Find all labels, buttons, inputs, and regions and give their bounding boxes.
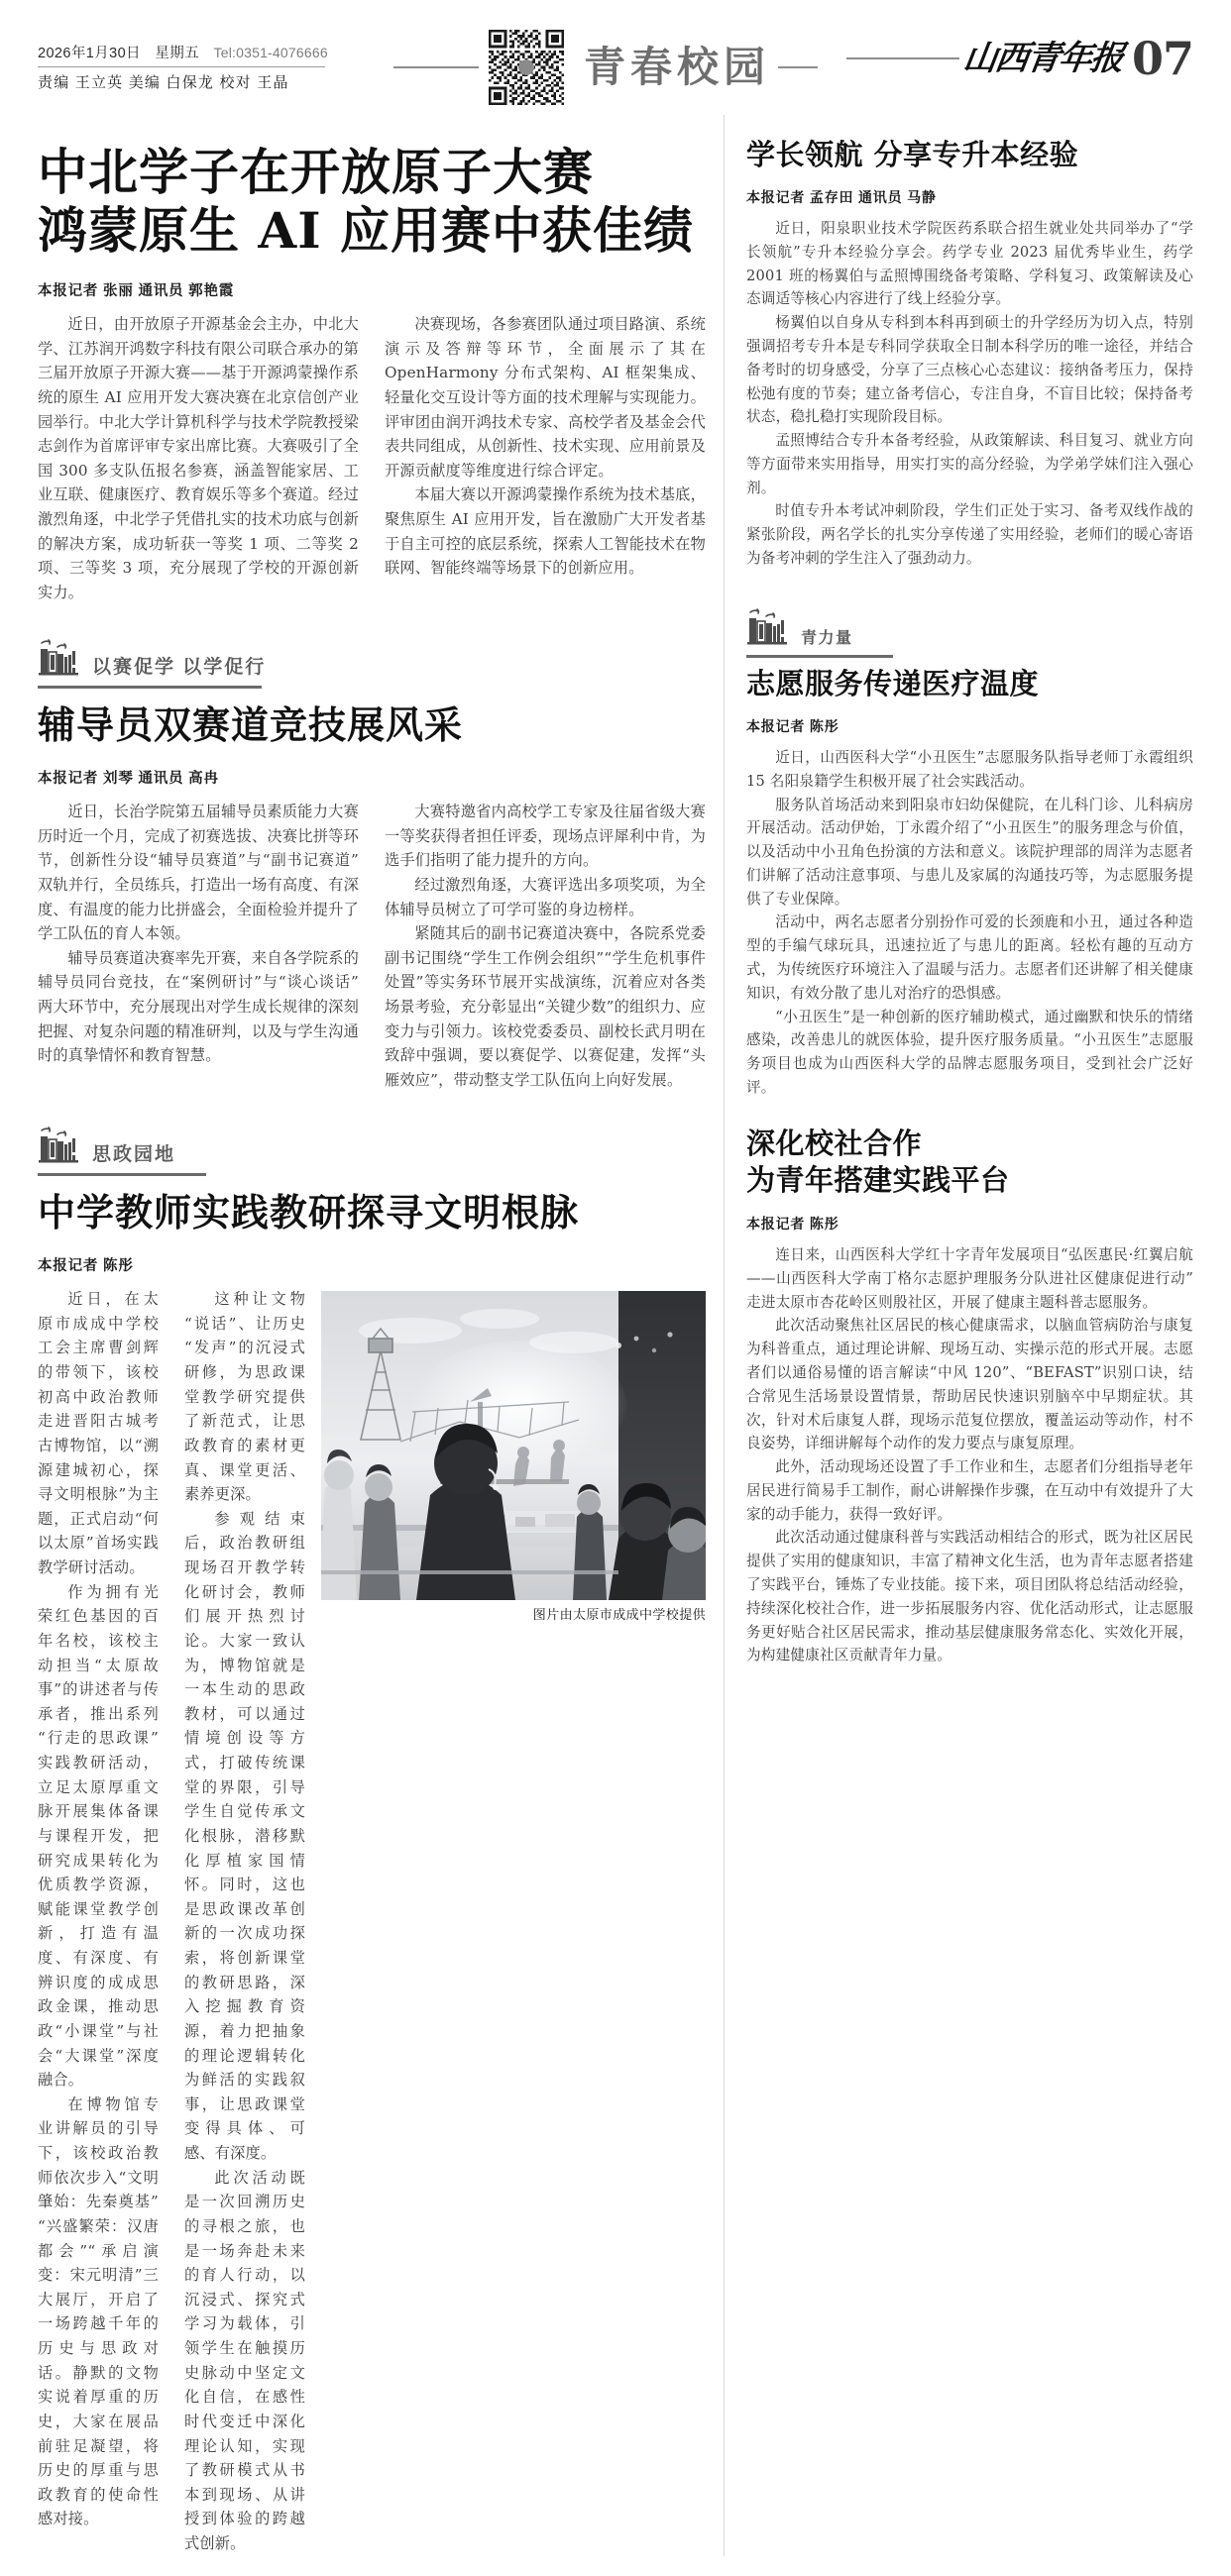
article-byline: 本报记者 孟存田 通讯员 马静	[746, 189, 937, 206]
article-headline: 辅导员双赛道竞技展风采	[38, 701, 464, 747]
article-counselor-competition	[38, 702, 706, 1093]
paragraph: 近日，山西医科大学“小丑医生”志愿服务队指导老师丁永霞组织 15 名阳泉籍学生积极开展了社会实践活动。	[746, 748, 1193, 790]
section-badge-label: 以赛促学 以学促行	[92, 656, 267, 678]
article-body	[746, 746, 1193, 1100]
paragraph: 经过激烈角逐，大赛评选出多项奖项，为全体辅导员树立了可学可鉴的身边榜样。	[385, 875, 706, 918]
paragraph: 大赛特邀省内高校学工专家及往届省级大赛一等奖获得者担任评委，现场点评犀利中肯，为选手们指明了能力提升的方向。	[385, 803, 706, 870]
paragraph: 孟照博结合专升本备考经验，从政策解读、科目复习、就业方向等方面带来实用指导，用实打实的高分经验，为学弟学妹们注入强心剂。	[746, 432, 1193, 496]
right-column	[724, 115, 1193, 2556]
dateline	[38, 42, 365, 65]
section-badge-underline	[38, 1173, 206, 1176]
paragraph: 近日，阳泉职业技术学院医药系联合招生就业处共同举办了“学长领航”专升本经验分享会。药学专业 2023 届优秀毕业生，药学 2001 班的杨翼伯与孟照博围绕备考策略、学科复习、政策解读及心态调适等核心内容进行了线上经验分享。	[746, 220, 1193, 308]
article-body	[746, 217, 1193, 571]
article-headline	[746, 1126, 1193, 1200]
headline-line-1: 中北学子在开放原子大赛	[38, 143, 594, 201]
paragraph: “小丑医生”是一种创新的医疗辅助模式，通过幽默和快乐的情绪感染，改善患儿的就医体验，提升医疗服务质量。“小丑医生”志愿服务项目也成为山西医科大学的品牌志愿服务项目，受到社会广泛好评。	[746, 1008, 1193, 1096]
section-title: 青春校园	[583, 43, 770, 91]
books-icon	[746, 604, 792, 651]
weekday-text: 星期五	[155, 46, 200, 61]
article-body	[38, 800, 706, 1093]
section-badge-underline	[38, 686, 262, 689]
paragraph: 此次活动聚焦社区居民的核心健康需求，以脑血管病防治与康复为科普重点，通过理论讲解、现场互动、实操示范的形式开展。志愿者们以通俗易懂的语言解读“中风 120”、“BEFAST”识别口诀，结合常见生活场景设置情景，帮助居民快速识别脑卒中早期症状。其次，针对术后康复人群，现场示范复位摆放，覆盖运动等动作，村不良姿势，详细讲解每个动作的发力要点与康复原理。	[746, 1317, 1193, 1452]
paragraph: 时值专升本考试冲刺阶段，学生们正处于实习、备考双线作战的紧张阶段，两名学长的扎实分享传递了实用经验，老师们的暖心寄语为备考冲刺的学生注入了强劲动力。	[746, 502, 1193, 568]
article-byline: 本报记者 陈彤	[746, 1216, 839, 1233]
photo-caption: 图片由太原市成成中学校提供	[532, 1607, 706, 1623]
qr-code-icon[interactable]	[489, 30, 564, 105]
article-byline: 本报记者 张丽 通讯员 郭艳霞	[38, 283, 235, 299]
headline-line-1: 深化校社合作	[746, 1126, 923, 1160]
paragraph: 服务队首场活动来到阳泉市妇幼保健院，在儿科门诊、儿科病房开展活动。活动伊始，丁永霞介绍了“小丑医生”的服务理念与价值，以及活动中小丑角色扮演的方法和意义。该院护理部的周洋为志愿者们讲解了活动注意事项、与患儿及家属的沟通技巧等，为志愿服务提供了专业保障。	[746, 796, 1193, 908]
paragraph: 此外，活动现场还设置了手工作业和生，志愿者们分组指导老年居民进行简易手工制作，耐心讲解操作步骤，在互动中有效提升了大家的动手能力，获得一致好评。	[746, 1458, 1193, 1523]
article-volunteer-medical	[746, 666, 1193, 1100]
section-badge-label: 思政园地	[92, 1143, 176, 1165]
paragraph: 近日，长治学院第五届辅导员素质能力大赛历时近一个月，完成了初赛选拔、决赛比拼等环节，创新性分设“辅导员赛道”与“副书记赛道”双轨并行，全员练兵，打造出一场有高度、有深度、有温度的能力比拼盛会，全面检验并提升了学工队伍的育人本领。	[38, 803, 359, 943]
section-badge-youth-power	[746, 604, 893, 658]
article-body	[38, 1287, 305, 2556]
section-badge-label: 青力量	[801, 629, 853, 647]
books-icon	[38, 1123, 83, 1169]
headline-line-2: 鸿蒙原生 AI 应用赛中获佳绩	[38, 201, 694, 260]
date-text: 2026年1月30日	[38, 46, 141, 61]
page-number: 07	[1131, 32, 1193, 85]
article-school-community	[746, 1126, 1193, 1667]
paper-name-logo: 山西青年报	[960, 39, 1125, 78]
paragraph: 此次活动既是一次回溯历史的寻根之旅，也是一场奔赴未来的育人行动，以沉浸式、探究式学习为载体，引领学生在触摸历史脉动中坚定文化自信，在感性时代变迁中深化理论认知，实现了教研模式从书本到现场、从讲授到体验的跨越式创新。	[184, 2168, 305, 2553]
paragraph: 连日来，山西医科大学红十字青年发展项目“弘医惠民·红翼启航——山西医科大学南丁格尔志愿护理服务分队进社区健康促进行动”走进太原市杏花岭区则殷社区，开展了健康主题科普志愿服务。	[746, 1246, 1193, 1311]
paragraph: 辅导员赛道决赛率先开赛，来自各学院系的辅导员同台竞技，在“案例研讨”与“谈心谈话”两大环节中，充分展现出对学生成长规律的深刻把握、对复杂问题的精准研判，以及与学生沟通时的真挚情怀和教育智慧。	[38, 948, 359, 1065]
paper-logo-rule	[846, 57, 959, 59]
article-teacher-research	[38, 1190, 706, 2556]
telephone-text: Tel:0351-4076666	[213, 45, 328, 60]
paragraph: 在博物馆专业讲解员的引导下，该校政治教师依次步入“文明肇始：先秦奠基”“兴盛繁荣：汉唐都会”“承启演变：宋元明清”三大展厅，开启了一场跨越千年的历史与思政对话。静默的文物实说着厚重的历史，大家在展品前驻足凝望，将历史的厚重与思政教育的使命性感对接。	[38, 2094, 159, 2528]
article-byline: 本报记者 陈彤	[38, 1258, 134, 1275]
article-byline: 本报记者 陈彤	[746, 717, 839, 734]
article-headline: 志愿服务传递医疗温度	[746, 666, 1040, 700]
books-icon	[38, 635, 83, 682]
paragraph: 杨翼伯以自身从专科到本科再到硕士的升学经历为切入点，特别强调招考专升本是专科同学获取全日制本科学历的唯一途径，并结合备考时的切身感受，分享了三点核心心态建议：接纳备考压力，保持松弛有度的节奏；建立备考信心，专注自身，不盲目比较；保持备考状态，稳扎稳打实现阶段目标。	[746, 314, 1193, 426]
masthead-right-rule	[778, 66, 818, 68]
section-badge-underline	[746, 655, 893, 658]
masthead-right	[846, 0, 1193, 85]
article-body	[746, 1243, 1193, 1667]
masthead-center	[365, 0, 846, 105]
masthead	[0, 0, 1231, 107]
paragraph: 近日，在太原市成成中学校工会主席曹剑辉的带领下，该校初高中政治教师走进晋阳古城考古博物馆，以“溯源建城初心，探寻文明根脉”为主题，正式启动“何以太原”首场实践教学研讨活动。	[38, 1290, 159, 1577]
paragraph: 紧随其后的副书记赛道决赛中，各院系党委副书记围绕“学生工作例会组织”“学生危机事件处置”等实务环节展开实战演练，沉着应对各类场景考验，充分彰显出“关键少数”的组织力、应变力与引领力。该校党委委员、副校长武月明在致辞中强调，要以赛促学、以赛促建，发挥“头雁效应”，带动整支学工队伍向上向好发展。	[385, 924, 706, 1089]
page-content	[0, 107, 1231, 2576]
left-column	[38, 115, 724, 2556]
article-body	[38, 312, 706, 605]
section-badge-ideology	[38, 1123, 206, 1176]
article-photo-block	[321, 1291, 706, 1623]
masthead-left	[38, 0, 365, 92]
paragraph: 近日，由开放原子开源基金会主办，中北大学、江苏润开鸿数字科技有限公司联合承办的第三届开放原子开源大赛——基于开源鸿蒙操作系统的原生 AI 应用开发大赛决赛在北京信创产业园举行。中北大学计算机科学与技术学院教授梁志剑作为首席评审专家出席比赛。大赛吸引了全国 300 多支队伍报名参赛，涵盖智能家居、工业互联、健康医疗、教育娱乐等多个赛道。经过激烈角逐，中北学子凭借扎实的技术功底与创新的解决方案，成功斩获一等奖 1 项、二等奖 2 项、三等奖 3 项，充分展现了学校的开源创新实力。	[38, 315, 359, 601]
paragraph: 这种让文物“说话”、让历史“发声”的沉浸式研修，为思政课堂教学研究提供了新范式，让思政教育的素材更真、课堂更活、素养更深。	[184, 1290, 305, 1504]
article-byline: 本报记者 刘琴 通讯员 高冉	[38, 771, 219, 788]
masthead-divider	[38, 66, 325, 67]
paragraph: 作为拥有光荣红色基因的百年名校，该校主动担当“太原故事”的讲述者与传承者，推出系列“行走的思政课”实践教研活动，立足太原厚重文脉开展集体备课与课程开发，把研究成果转化为优质教学资源，赋能课堂教学创新，打造有温度、有深度、有辨识度的成成思政金课，推动思政“小课堂”与社会“大课堂”深度融合。	[38, 1582, 159, 2090]
editors-line: 责编 王立英 美编 白保龙 校对 王晶	[38, 74, 289, 91]
masthead-left-rule	[393, 66, 479, 68]
article-open-atom-competition	[38, 143, 706, 605]
article-headline: 学长领航 分享专升本经验	[746, 138, 1079, 171]
paragraph: 参观结束后，政治教研组现场召开教学转化研讨会，教师们展开热烈讨论。大家一致认为，博物馆就是一本生动的思政教材，可以通过情境创设等方式，打破传统课堂的界限，引导学生自觉传承文化根脉，潜移默化厚植家国情怀。同时，这也是思政课改革创新的一次成功探索，将创新课堂的教研思路，深入挖掘教育资源，着力把抽象的理论逻辑转化为鲜活的实践叙事，让思政课堂变得具体、可感、有深度。	[184, 1509, 305, 2163]
section-badge-competition	[38, 635, 266, 689]
paragraph: 本届大赛以开源鸿蒙操作系统为技术基底，聚焦原生 AI 应用开发，旨在激励广大开发者基于自主可控的底层系统，探索人工智能技术在物联网、智能终端等场景下的创新应用。	[385, 485, 706, 578]
headline-line-2: 为青年搭建实践平台	[746, 1163, 1010, 1198]
paragraph: 活动中，两名志愿者分别扮作可爱的长颈鹿和小丑，通过各种造型的手编气球玩具，迅速拉近了与患儿的距离。轻松有趣的互动方式，为传统医疗环境注入了温暖与活力。志愿者们还讲解了相关健康知识，有效分散了患儿对治疗的恐惧感。	[746, 913, 1193, 1002]
paragraph: 此次活动通过健康科普与实践活动相结合的形式，既为社区居民提供了实用的健康知识，丰富了精神文化生活，也为青年志愿者搭建了实践平台，锤炼了专业技能。接下来，项目团队将总结活动经验，持续深化校社合作，进一步拓展服务内容、优化活动形式，让志愿服务更好贴合社区居民需求，推动基层健康服务常态化、实效化开展，为构建健康社区贡献青年力量。	[746, 1529, 1193, 1664]
paragraph: 决赛现场，各参赛团队通过项目路演、系统演示及答辩等环节，全面展示了其在 OpenHarmony 分布式架构、AI 框架集成、轻量化交互设计等方面的技术理解与实现能力。评审团由润开鸿技术专家、高校学者及基金会代表共同组成，从创新性、技术实现、应用前景及开源贡献度等维度进行综合评定。	[385, 315, 706, 480]
museum-visit-photo	[321, 1291, 706, 1600]
article-senior-guidance	[746, 137, 1193, 571]
article-headline	[38, 143, 706, 260]
article-headline: 中学教师实践教研探寻文明根脉	[38, 1189, 580, 1234]
